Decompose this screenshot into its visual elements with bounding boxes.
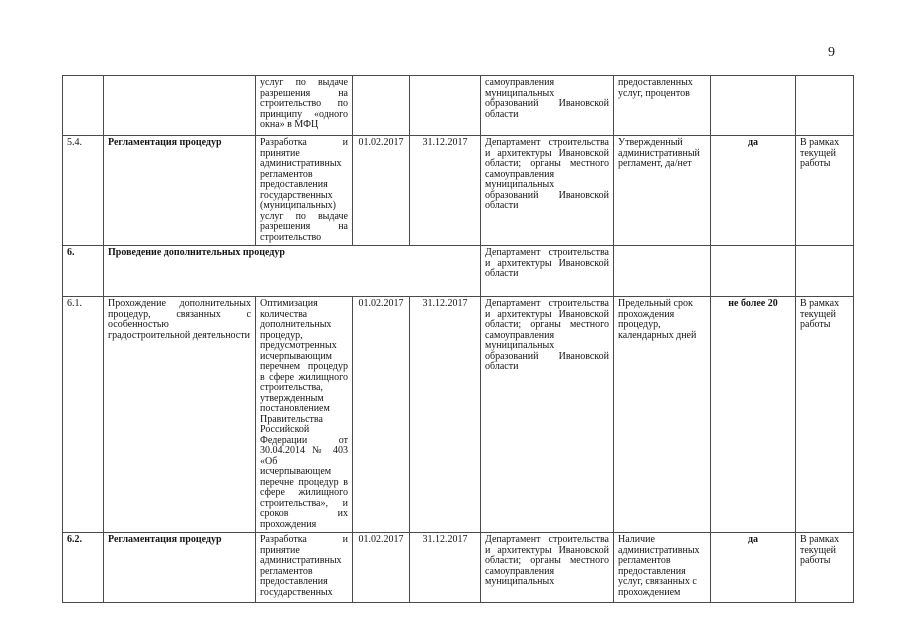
cell-indicator: предоставленных услуг, процентов — [614, 76, 711, 136]
cell-executor: Департамент строительства и архитектуры Ивановской области; органы местного самоуправления муниципальных образований Ивановской области — [481, 136, 614, 246]
cell-measure: Оптимизация количества дополнительных процедур, предусмотренных исчерпывающим перечнем процедур в сфере жилищного строительства, утвержденным постановлением Правительства Российской Федерации от 30.04.2014 № 403 «Об исчерпывающем перечне процедур в сфере жилищного строительства», и сроков их прохождения — [256, 297, 353, 533]
table-row — [63, 533, 854, 603]
cell-executor: самоуправления муниципальных образований Ивановской области — [481, 76, 614, 136]
cell-activity — [104, 76, 256, 136]
cell-value: да — [711, 136, 796, 246]
cell-value — [711, 76, 796, 136]
table-row — [63, 136, 854, 246]
cell-number: 5.4. — [63, 136, 104, 246]
cell-start-date — [353, 76, 410, 136]
cell-start-date: 01.02.2017 — [353, 533, 410, 603]
cell-activity: Прохождение дополнительных процедур, связанных с особенностью градостроительной деятельности — [104, 297, 256, 533]
cell-note: В рамках текущей работы — [796, 297, 854, 533]
cell-measure: Разработка и принятие административных регламентов предоставления государственных (муниципальных) услуг по выдаче разрешения на строительство — [256, 136, 353, 246]
cell-note: В рамках текущей работы — [796, 533, 854, 603]
cell-activity: Регламентация процедур — [104, 136, 256, 246]
cell-end-date — [410, 76, 481, 136]
cell-number — [63, 76, 104, 136]
table-row — [63, 76, 854, 136]
cell-value — [711, 246, 796, 297]
page-number: 9 — [828, 45, 835, 60]
cell-note: В рамках текущей работы — [796, 136, 854, 246]
table-row — [63, 246, 854, 297]
cell-indicator — [614, 246, 711, 297]
cell-value: не более 20 — [711, 297, 796, 533]
cell-start-date: 01.02.2017 — [353, 136, 410, 246]
cell-indicator: Предельный срок прохождения процедур, календарных дней — [614, 297, 711, 533]
cell-executor: Департамент строительства и архитектуры Ивановской области; органы местного самоуправления муниципальных — [481, 533, 614, 603]
cell-end-date: 31.12.2017 — [410, 136, 481, 246]
cell-start-date: 01.02.2017 — [353, 297, 410, 533]
cell-number: 6.2. — [63, 533, 104, 603]
cell-end-date: 31.12.2017 — [410, 297, 481, 533]
measures-table — [62, 75, 854, 603]
cell-indicator: Утвержденный административный регламент, да/нет — [614, 136, 711, 246]
cell-executor: Департамент строительства и архитектуры Ивановской области; органы местного самоуправления муниципальных образований Ивановской области — [481, 297, 614, 533]
cell-measure: услуг по выдаче разрешения на строительство по принципу «одного окна» в МФЦ — [256, 76, 353, 136]
cell-measure: Разработка и принятие административных регламентов предоставления государственных — [256, 533, 353, 603]
cell-value: да — [711, 533, 796, 603]
table-row — [63, 297, 854, 533]
cell-number: 6. — [63, 246, 104, 297]
cell-end-date: 31.12.2017 — [410, 533, 481, 603]
cell-number: 6.1. — [63, 297, 104, 533]
cell-activity: Регламентация процедур — [104, 533, 256, 603]
cell-section-title: Проведение дополнительных процедур — [104, 246, 481, 297]
cell-indicator: Наличие административных регламентов предоставления услуг, связанных с прохождением — [614, 533, 711, 603]
cell-executor: Департамент строительства и архитектуры Ивановской области — [481, 246, 614, 297]
cell-note — [796, 246, 854, 297]
cell-note — [796, 76, 854, 136]
